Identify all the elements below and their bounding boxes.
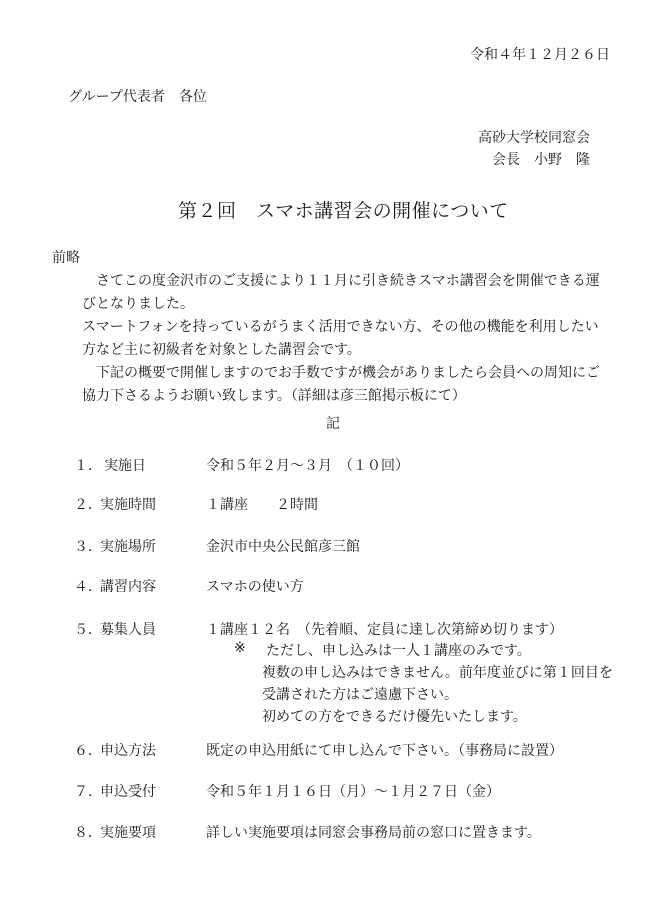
item-label: 講習内容 — [100, 579, 156, 595]
item-number: １． — [74, 458, 102, 474]
body-line: スマートフォンを持っているがうまく活用できない方、その他の機能を利用したい — [82, 319, 599, 335]
item-value: 既定の申込用紙にて申し込んで下さい。（事務局に設置） — [206, 743, 563, 759]
item-label: 実施日 — [104, 458, 146, 474]
item-label: 申込方法 — [100, 743, 156, 759]
item-value: スマホの使い方 — [206, 579, 304, 595]
note-mark: ※ — [234, 640, 246, 656]
note-line: ただし、申し込みは一人１講座のみです。 — [266, 643, 531, 659]
document-date: 令和４年１２月２６日 — [470, 47, 610, 63]
item-label: 実施場所 — [100, 539, 156, 555]
addressee: グループ代表者 各位 — [68, 89, 207, 105]
item-number: ５． — [74, 622, 102, 638]
item-number: ３． — [74, 539, 102, 555]
note-line: 受講された方はご遠慮下さい。 — [262, 687, 458, 703]
ki-heading: 記 — [326, 416, 340, 432]
item-value: 金沢市中央公民館彦三館 — [206, 539, 360, 555]
body-line: 方など主に初級者を対象とした講習会です。 — [82, 342, 361, 358]
item-number: ８． — [74, 825, 102, 841]
sender-name: 会長 小野 隆 — [492, 152, 590, 168]
body-line: 協力下さるようお願い致します。（詳細は彦三館掲示板にて） — [82, 388, 466, 404]
item-value: 詳しい実施要項は同窓会事務局前の窓口に置きます。 — [206, 825, 541, 841]
note-line: 複数の申し込みはできません。前年度並びに第１回目を — [262, 665, 613, 681]
document-title: 第２回 スマホ講習会の開催について — [178, 200, 509, 222]
item-value: 令和５年１月１６日（月）～１月２７日（金） — [206, 784, 500, 800]
item-number: ６． — [74, 743, 102, 759]
item-value: 令和５年２月～３月 （１０回） — [206, 458, 409, 474]
item-value: １講座 ２時間 — [206, 497, 318, 513]
item-number: ４． — [74, 579, 102, 595]
item-number: ７． — [74, 784, 102, 800]
item-value: １講座１２名 （先着順、定員に達し次第締め切ります） — [206, 622, 563, 638]
opening-word: 前略 — [52, 250, 80, 266]
body-line: さてこの度金沢市のご支援により１１月に引き続きスマホ講習会を開催できる運 — [96, 273, 600, 289]
sender-organization: 高砂大学校同窓会 — [478, 130, 590, 146]
note-line: 初めての方をできるだけ優先いたします。 — [262, 709, 527, 725]
item-label: 申込受付 — [100, 784, 156, 800]
item-label: 実施要項 — [100, 825, 156, 841]
item-number: ２． — [74, 497, 102, 513]
item-label: 募集人員 — [100, 622, 156, 638]
body-line: 下記の概要で開催しますのでお手数ですが機会がありましたら会員への周知にご — [96, 365, 600, 381]
item-label: 実施時間 — [100, 497, 156, 513]
body-line: びとなりました。 — [82, 296, 194, 312]
